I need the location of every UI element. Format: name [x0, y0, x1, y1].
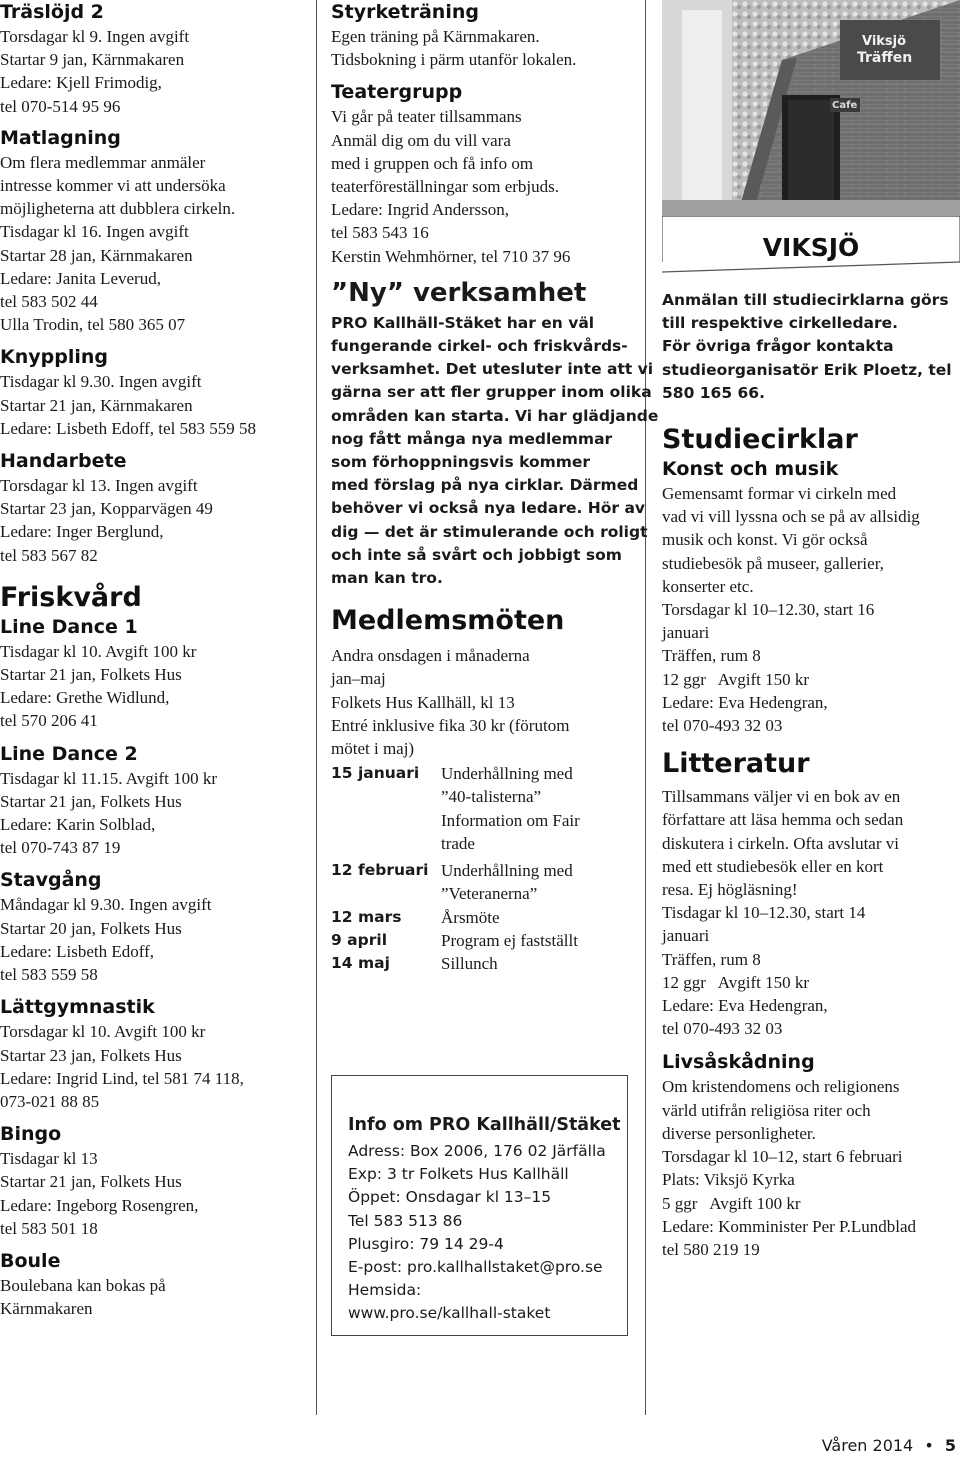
text-line: Om flera medlemmar anmäler: [0, 152, 206, 172]
text-line: möjligheterna att dubblera cirkeln.: [0, 199, 236, 219]
text-line: Startar 20 jan, Folkets Hus: [0, 918, 182, 938]
meeting-line: ”Veteranerna”: [441, 884, 538, 904]
quote-open: ”: [331, 277, 349, 308]
page-footer: [822, 1436, 956, 1455]
column-3: [662, 0, 960, 1261]
heading-lattgymnastik: Lättgymnastik: [0, 996, 155, 1019]
section-lattgymnastik: [0, 995, 308, 1113]
info-line: Hemsida:: [348, 1281, 422, 1300]
text-line: Ledare: Janita Leverud,: [0, 268, 161, 288]
text-line: Boulebana kan bokas på: [0, 1275, 166, 1295]
text-line: till respektive cirkelledare.: [662, 314, 899, 333]
section-styrketraning: [331, 0, 631, 71]
text-line: konserter etc.: [662, 576, 754, 596]
text-line: gärna ser att fler grupper inom olika: [331, 383, 652, 402]
text-line: Torsdagar kl 10. Avgift 100 kr: [0, 1022, 206, 1042]
text-line: diverse personligheter.: [662, 1123, 816, 1143]
text-line: områden kan starta. Vi har glädjande: [331, 406, 659, 425]
meeting-schedule: [331, 762, 631, 975]
text-line: Tisdagar kl 11.15. Avgift 100 kr: [0, 768, 218, 788]
text-line: januari: [662, 623, 710, 643]
section-knyppling: [0, 345, 308, 440]
text-line: Startar 21 jan, Kärnmakaren: [0, 395, 193, 415]
meeting-line: Information om Fair: [441, 810, 580, 830]
text-line: Ledare: Ingrid Lind, tel 581 74 118,: [0, 1068, 244, 1088]
text-line: tel 070-743 87 19: [0, 838, 121, 858]
text-line: Ledare: Lisbeth Edoff, tel 583 559 58: [0, 418, 257, 438]
meeting-text: [441, 859, 631, 905]
heading-bingo: Bingo: [0, 1123, 62, 1146]
meeting-text: [441, 952, 631, 975]
text-line: Andra onsdagen i månaderna: [331, 646, 530, 666]
text-line: Ledare: Komminister Per P.Lundblad: [662, 1216, 917, 1236]
heading-boule: Boule: [0, 1249, 61, 1272]
text-line: Ulla Trodin, tel 580 365 07: [0, 315, 186, 335]
sign-text-cafe: Cafe: [832, 100, 858, 111]
heading-styrketraning: Styrketräning: [331, 1, 479, 23]
meeting-row: [331, 762, 631, 855]
heading-matlagning: Matlagning: [0, 126, 121, 149]
info-line: Plusgiro: 79 14 29-4: [348, 1234, 504, 1253]
text-line: Startar 9 jan, Kärnmakaren: [0, 50, 185, 70]
meeting-row: [331, 929, 631, 952]
meeting-text: [441, 929, 631, 952]
heading-ny-word: Ny: [348, 277, 387, 308]
text-line: Om kristendomens och religionens: [662, 1077, 900, 1097]
text-line: För övriga frågor kontakta: [662, 337, 894, 356]
viksjo-title: VIKSJÖ: [762, 233, 860, 262]
text-line: tel 583 543 16: [331, 223, 429, 243]
meeting-text: [441, 762, 631, 855]
text-line: nog fått många nya medlemmar: [331, 429, 613, 448]
text-line: Entré inklusive fika 30 kr (förutom: [331, 715, 570, 735]
text-line: tel 070-493 32 03: [662, 716, 783, 736]
text-line: Startar 28 jan, Kärnmakaren: [0, 245, 193, 265]
text-line: musik och konst. Vi gör också: [662, 530, 868, 550]
text-line: Träffen, rum 8: [662, 646, 761, 666]
section-stavgang: [0, 868, 308, 986]
info-line: Exp: 3 tr Folkets Hus Kallhäll: [348, 1165, 569, 1184]
text-line: tel 580 219 19: [662, 1239, 760, 1259]
text-line: med förslag på nya cirklar. Därmed: [331, 476, 639, 495]
text-line: författare att läsa hemma och sedan: [662, 810, 904, 830]
text-line: fungerande cirkel- och friskvårds-: [331, 337, 628, 356]
text-line: 5 ggr Avgift 100 kr: [662, 1193, 801, 1213]
page-number: 5: [944, 1436, 956, 1455]
text-line: Tisdagar kl 13: [0, 1149, 98, 1169]
section-linedance2: [0, 742, 308, 860]
website-link[interactable]: www.pro.se/kallhall-staket: [348, 1304, 551, 1323]
meeting-date: 12 februari: [331, 861, 429, 880]
meeting-date: 15 januari: [331, 764, 420, 783]
text-line: vad vi vill lyssna och se på av allsidig: [662, 507, 920, 527]
footer-season: Våren 2014: [821, 1436, 914, 1455]
section-teatergrupp: [331, 80, 631, 267]
section-matlagning: [0, 126, 308, 337]
text-line: tel 583 502 44: [0, 292, 98, 312]
heading-medlemsmoten: Medlemsmöten: [331, 605, 565, 637]
meeting-row: [331, 952, 631, 975]
text-line: Startar 21 jan, Folkets Hus: [0, 665, 182, 685]
info-line: Öppet: Onsdagar kl 13–15: [348, 1188, 552, 1207]
text-line: med ett studiebesök eller en kort: [662, 856, 884, 876]
text-line: Torsdagar kl 10–12, start 6 februari: [662, 1147, 903, 1167]
text-line: Tidsbokning i pärm utanför lokalen.: [331, 50, 577, 70]
section-boule: [0, 1249, 308, 1320]
text-line: Startar 23 jan, Folkets Hus: [0, 1045, 182, 1065]
text-line: Tillsammans väljer vi en bok av en: [662, 787, 901, 807]
meeting-line: ”40-talisterna”: [441, 787, 542, 807]
anmalan-block: [662, 289, 960, 405]
text-line: Ledare: Ingrid Andersson,: [331, 200, 509, 220]
text-line: Egen träning på Kärnmakaren.: [331, 27, 540, 46]
meeting-line: trade: [441, 833, 475, 853]
text-line: Anmälan till studiecirklarna görs: [662, 291, 949, 309]
meeting-line: Program ej fastställt: [441, 930, 578, 950]
text-line: Ledare: Grethe Widlund,: [0, 688, 170, 708]
text-line: jan–maj: [331, 669, 386, 689]
text-line: resa. Ej högläsning!: [662, 880, 798, 900]
heading-ny-verksamhet: [331, 276, 631, 310]
text-line: Ledare: Eva Hedengran,: [662, 996, 828, 1016]
text-line: 073-021 88 85: [0, 1091, 100, 1111]
section-handarbete: [0, 449, 308, 567]
text-line: intresse kommer vi att undersöka: [0, 176, 226, 196]
text-line: tel 583 567 82: [0, 545, 98, 565]
meeting-text: [441, 906, 631, 929]
heading-traslojd: Träslöjd 2: [0, 1, 104, 23]
sign-text-traffen: Träffen: [857, 50, 913, 66]
info-line: Adress: Box 2006, 176 02 Järfälla: [348, 1142, 606, 1160]
text-line: Tisdagar kl 10–12.30, start 14: [662, 903, 866, 923]
heading-linedance1: Line Dance 1: [0, 615, 138, 638]
section-livsaskadning: [662, 1050, 960, 1261]
meeting-row: [331, 906, 631, 929]
text-line: Tisdagar kl 16. Ingen avgift: [0, 222, 189, 242]
text-line: Torsdagar kl 13. Ingen avgift: [0, 476, 198, 496]
text-line: Startar 23 jan, Kopparvägen 49: [0, 499, 213, 519]
text-line: 12 ggr Avgift 150 kr: [662, 972, 810, 992]
section-bingo: [0, 1122, 308, 1240]
info-box: [331, 1075, 628, 1336]
meeting-row: [331, 859, 631, 905]
meeting-date: 14 maj: [331, 953, 390, 972]
text-line: tel 583 501 18: [0, 1218, 98, 1238]
text-line: behöver vi också nya ledare. Hör av: [331, 499, 646, 518]
footer-bullet: •: [924, 1436, 934, 1455]
text-line: Ledare: Kjell Frimodig,: [0, 73, 162, 93]
email-link[interactable]: E-post: pro.kallhallstaket@pro.se: [348, 1258, 603, 1277]
text-line: och inte så svårt och jobbigt som: [331, 545, 622, 564]
info-title: Info om PRO Kallhäll/Stäket: [348, 1115, 621, 1135]
sign-text-viksjo: Viksjö: [862, 34, 907, 49]
heading-konst: Konst och musik: [662, 458, 839, 481]
column-divider-left: [316, 0, 317, 1415]
text-line: studieorganisatör Erik Ploetz, tel: [662, 360, 952, 379]
text-line: man kan tro.: [331, 569, 443, 588]
heading-livsaskadning: Livsåskådning: [662, 1051, 815, 1074]
meeting-line: Sillunch: [441, 953, 498, 973]
text-line: tel 583 559 58: [0, 965, 98, 985]
text-line: Kerstin Wehmhörner, tel 710 37 96: [331, 246, 571, 266]
text-line: 12 ggr Avgift 150 kr: [662, 669, 810, 689]
text-line: verksamhet. Det utesluter inte att vi: [331, 360, 654, 379]
building-photo: [662, 0, 960, 216]
text-line: Ledare: Karin Solblad,: [0, 815, 156, 835]
text-line: 580 165 66.: [662, 383, 765, 402]
meeting-date: 9 april: [331, 930, 388, 949]
heading-ny-rest: verksamhet: [403, 277, 587, 308]
text-line: Måndagar kl 9.30. Ingen avgift: [0, 895, 212, 915]
text-line: Anmäl dig om du vill vara: [331, 130, 511, 150]
text-line: diskutera i cirkeln. Ofta avslutar vi: [662, 833, 899, 853]
text-line: Träffen, rum 8: [662, 949, 761, 969]
text-line: tel 570 206 41: [0, 711, 98, 731]
viksjo-banner-graphic: [662, 216, 960, 286]
heading-stavgang: Stavgång: [0, 869, 102, 892]
heading-linedance2: Line Dance 2: [0, 742, 138, 765]
text-line: PRO Kallhäll-Stäket har en väl: [331, 313, 595, 332]
heading-friskvard: Friskvård: [0, 581, 142, 613]
section-medlemsmoten: [331, 604, 631, 975]
building-photo-illustration: [662, 0, 960, 216]
text-line: Ledare: Inger Berglund,: [0, 522, 164, 542]
text-line: Tisdagar kl 9.30. Ingen avgift: [0, 372, 202, 392]
text-line: med i gruppen och få info om: [331, 153, 534, 173]
text-line: Torsdagar kl 9. Ingen avgift: [0, 27, 190, 46]
section-konst-och-musik: [662, 457, 960, 737]
meeting-line: Underhållning med: [441, 764, 573, 784]
meeting-line: Årsmöte: [441, 907, 500, 927]
meeting-date: 12 mars: [331, 907, 402, 926]
text-line: januari: [662, 926, 710, 946]
text-line: värld utifrån religiösa riter och: [662, 1100, 871, 1120]
text-line: studiebesök på museer, gallerier,: [662, 553, 884, 573]
text-line: som förhoppningsvis kommer: [331, 453, 591, 472]
text-line: Ledare: Lisbeth Edoff,: [0, 941, 155, 961]
text-line: Folkets Hus Kallhäll, kl 13: [331, 692, 515, 712]
viksjo-banner: [662, 216, 960, 286]
text-line: Tisdagar kl 10. Avgift 100 kr: [0, 641, 197, 661]
text-line: Ledare: Eva Hedengran,: [662, 692, 828, 712]
text-line: Kärnmakaren: [0, 1299, 93, 1319]
section-ny-verksamhet: [331, 276, 659, 590]
text-line: Startar 21 jan, Folkets Hus: [0, 1172, 182, 1192]
heading-knyppling: Knyppling: [0, 346, 108, 369]
column-2: [331, 0, 659, 975]
section-litteratur: [662, 785, 960, 1040]
text-line: Ledare: Ingeborg Rosengren,: [0, 1195, 199, 1215]
heading-teatergrupp: Teatergrupp: [331, 81, 463, 104]
column-1: [0, 0, 308, 1320]
text-line: Vi går på teater tillsammans: [331, 107, 522, 127]
column-divider-right: [645, 0, 646, 1415]
info-line: Tel 583 513 86: [348, 1211, 463, 1230]
text-line: dig — det är stimulerande och roligt: [331, 522, 648, 541]
text-line: tel 070-514 95 96: [0, 96, 121, 116]
text-line: Torsdagar kl 10–12.30, start 16: [662, 600, 875, 620]
text-line: tel 070-493 32 03: [662, 1019, 783, 1039]
heading-handarbete: Handarbete: [0, 450, 127, 473]
text-line: Gemensamt formar vi cirkeln med: [662, 484, 897, 504]
meeting-line: Underhållning med: [441, 861, 573, 881]
quote-close: ”: [386, 277, 404, 308]
section-linedance1: [0, 615, 308, 733]
section-traslojd: [0, 0, 308, 118]
text-line: Startar 21 jan, Folkets Hus: [0, 791, 182, 811]
heading-litteratur: Litteratur: [662, 748, 810, 780]
text-line: Plats: Viksjö Kyrka: [662, 1170, 795, 1190]
text-line: teaterföreställningar som erbjuds.: [331, 177, 560, 197]
text-line: mötet i maj): [331, 739, 415, 759]
heading-studiecirklar: Studiecirklar: [662, 424, 858, 456]
